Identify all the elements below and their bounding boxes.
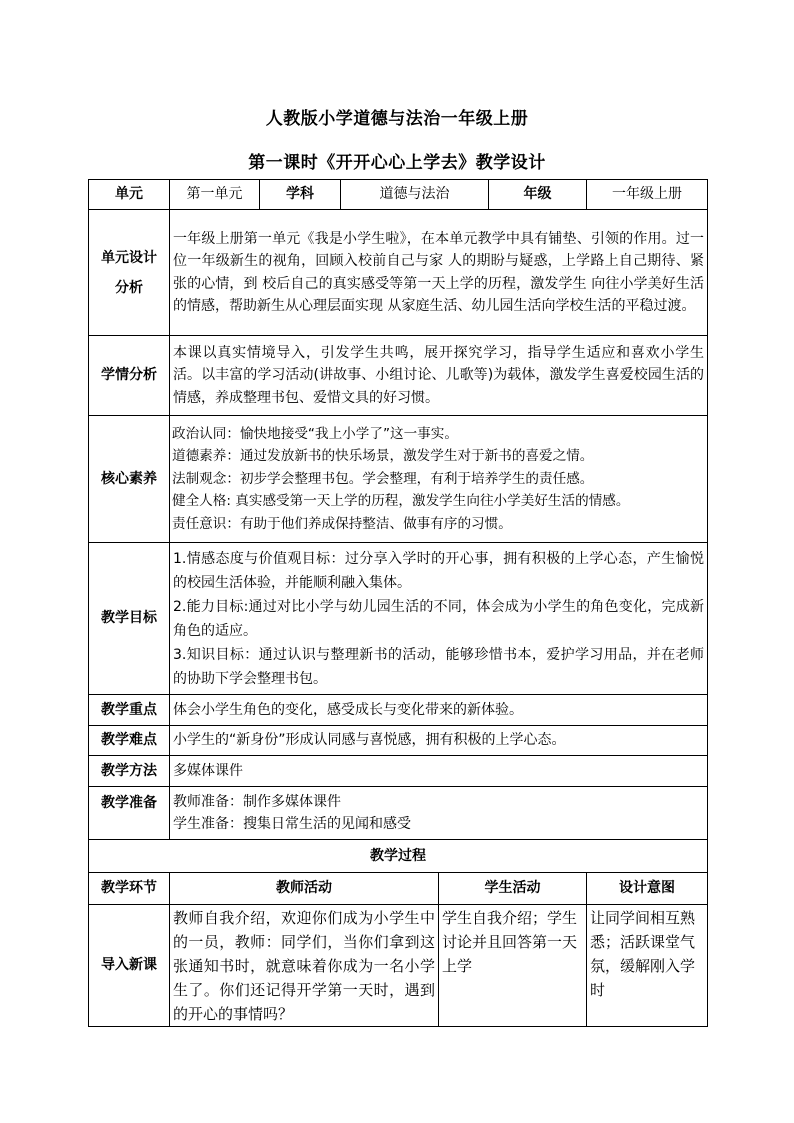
method-row xyxy=(89,756,708,787)
core-literacy-line: 道德素养：通过发放新书的快乐场景，激发学生对于新书的喜爱之情。 xyxy=(172,448,594,465)
key-point-text: 体会小学生角色的变化，感受成长与变化带来的新体验。 xyxy=(170,695,708,726)
teaching-goal-line: 2.能力目标:通过对比小学与幼儿园生活的不同，体会成为小学生的角色变化，完成新角色的适应。 xyxy=(173,598,704,639)
preparation-line: 学生准备：搜集日常生活的见闻和感受 xyxy=(173,816,411,832)
lesson-plan-table xyxy=(88,179,708,1027)
process-student-activity: 学生自我介绍；学生讨论并且回答第一天上学 xyxy=(439,905,587,1027)
teaching-goal-line: 1.情感态度与价值观目标：过分享入学时的开心事，拥有积极的上学心态，产生愉悦的校园生活体验，并能顺利融入集体。 xyxy=(173,550,704,591)
preparation-text xyxy=(170,787,708,840)
core-literacy-line: 责任意识：有助于他们养成保持整洁、做事有序的习惯。 xyxy=(172,515,512,532)
grade-value: 一年级上册 xyxy=(587,180,708,210)
core-literacy-line: 健全人格: 真实感受第一天上学的历程，激发学生向往小学美好生活的情感。 xyxy=(172,493,630,510)
process-design-intent: 让同学间相互熟悉；活跃课堂气氛，缓解刚入学时 xyxy=(587,905,708,1027)
core-literacy-label: 核心素养 xyxy=(89,416,170,543)
key-point-row xyxy=(89,695,708,726)
unit-design-row xyxy=(89,210,708,336)
difficulty-text: 小学生的“新身份”形成认同感与喜悦感，拥有积极的上学心态。 xyxy=(170,726,708,756)
difficulty-label: 教学难点 xyxy=(89,726,170,756)
unit-design-label: 单元设计分析 xyxy=(89,210,170,336)
process-row xyxy=(89,905,708,1027)
process-title: 教学过程 xyxy=(89,840,708,873)
subject-value: 道德与法治 xyxy=(341,180,489,210)
student-analysis-row xyxy=(89,336,708,416)
core-literacy-line: 政治认同：愉快地接受“我上小学了”这一事实。 xyxy=(172,425,458,442)
process-teacher-activity: 教师自我介绍，欢迎你们成为小学生中的一员，教师：同学们，当你们拿到这张通知书时，就意味着你成为一名小学生了。你们还记得开学第一天时，遇到的开心的事情吗？ xyxy=(170,905,439,1027)
process-header-row xyxy=(89,873,708,905)
subject-label: 学科 xyxy=(260,180,341,210)
unit-design-text: 一年级上册第一单元《我是小学生啦》，在本单元教学中具有铺垫、引领的作用。过一位一年级新生的视角，回顾入校前自己与家 人的期盼与疑惑，上学路上自己期待、紧张的心情，到 校后自己的真实感受等第一天上学的历程，激发学生 向往小学美好生活的情感，帮助新生从心理层面实现 从家庭生活、幼儿园生活向学校生活的平稳过渡。 xyxy=(170,210,708,336)
teaching-goals-label: 教学目标 xyxy=(89,543,170,695)
student-analysis-text: 本课以真实情境导入，引发学生共鸣，展开探究学习，指导学生适应和喜欢小学生活。以丰富的学习活动(讲故事、小组讨论、儿歌等)为载体，激发学生喜爱校园生活的情感，养成整理书包、爱惜文具的好习惯。 xyxy=(170,336,708,416)
method-label: 教学方法 xyxy=(89,756,170,787)
process-header-teacher: 教师活动 xyxy=(170,873,439,905)
process-stage: 导入新课 xyxy=(89,905,170,1027)
core-literacy-text xyxy=(170,416,708,543)
process-header-stage: 教学环节 xyxy=(89,873,170,905)
process-title-row xyxy=(89,840,708,873)
document-title: 人教版小学道德与法治一年级上册 xyxy=(265,109,529,129)
core-literacy-row xyxy=(89,416,708,543)
teaching-goals-text xyxy=(170,543,708,695)
process-header-student: 学生活动 xyxy=(439,873,587,905)
teaching-goals-row xyxy=(89,543,708,695)
header-row xyxy=(89,180,708,210)
preparation-label: 教学准备 xyxy=(89,787,170,840)
teaching-goal-line: 3.知识目标：通过认识与整理新书的活动，能够珍惜书本，爱护学习用品，并在老师的协助下学会整理书包。 xyxy=(173,646,704,687)
student-analysis-label: 学情分析 xyxy=(89,336,170,416)
unit-label: 单元 xyxy=(89,180,170,210)
grade-label: 年级 xyxy=(489,180,587,210)
preparation-row xyxy=(89,787,708,840)
unit-value: 第一单元 xyxy=(170,180,260,210)
difficulty-row xyxy=(89,726,708,756)
core-literacy-line: 法制观念：初步学会整理书包。学会整理，有利于培养学生的责任感。 xyxy=(172,470,594,487)
key-point-label: 教学重点 xyxy=(89,695,170,726)
process-header-intent: 设计意图 xyxy=(587,873,708,905)
method-text: 多媒体课件 xyxy=(170,756,708,787)
preparation-line: 教师准备：制作多媒体课件 xyxy=(173,793,341,810)
lesson-title: 第一课时《开开心心上学去》教学设计 xyxy=(248,153,546,173)
